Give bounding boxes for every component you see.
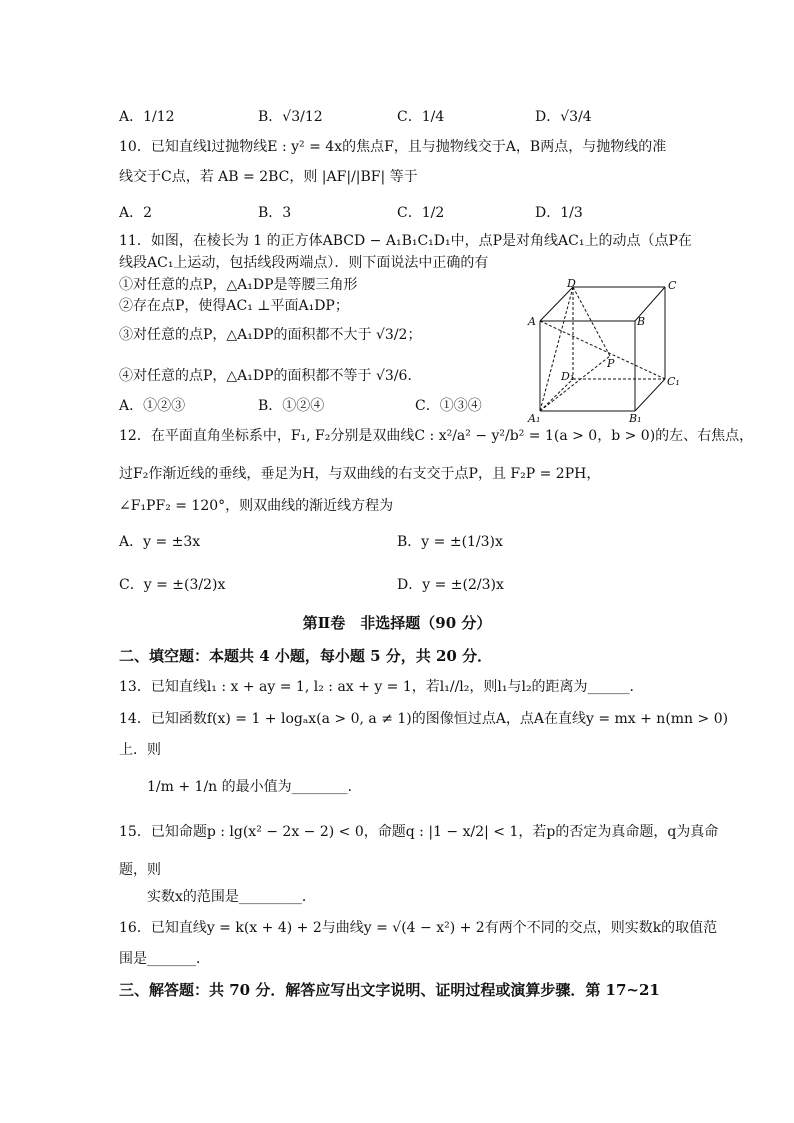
diagonal-AC1 <box>540 321 665 379</box>
q10-line2: 线交于C点，若 AB = 2BC，则 |AF|/|BF| 等于 <box>119 169 418 185</box>
q10-option-a: A．2 <box>119 205 153 221</box>
label-A1: A₁ <box>528 412 541 425</box>
q11-statement-1: ①对任意的点P，△A₁DP是等腰三角形 <box>119 277 358 293</box>
q11-statement-4: ④对任意的点P，△A₁DP的面积都不等于 √3/6． <box>119 368 422 384</box>
label-C: C <box>668 279 677 292</box>
q16-line2: 围是_______． <box>119 951 210 967</box>
q12-line3: ∠F₁PF₂ = 120°，则双曲线的渐近线方程为 <box>119 498 394 514</box>
q11-line1: 11．如图，在棱长为 1 的正方体ABCD − A₁B₁C₁D₁中，点P是对角线AC₁上的动点（点P在 <box>119 233 692 249</box>
label-P: P <box>607 357 615 370</box>
q14-line1: 14．已知函数f(x) = 1 + logₐx(a > 0, a ≠ 1)的图像恒过点A，点A在直线y = mx + n(mn > 0) <box>119 711 729 727</box>
q11-statement-3: ③对任意的点P，△A₁DP的面积都不大于 √3/2； <box>119 327 422 343</box>
q14-line2: 上．则 <box>119 742 161 758</box>
q11-line2: 线段AC₁上运动，包括线段两端点）．则下面说法中正确的有 <box>119 255 489 271</box>
q10-option-c: C．1/2 <box>397 205 445 221</box>
section2-heading: 二、填空题：本题共 4 小题，每小题 5 分，共 20 分． <box>119 647 493 665</box>
q9-option-a: A．1/12 <box>119 109 175 125</box>
cube-figure <box>525 276 690 426</box>
label-B: B <box>637 315 646 328</box>
q10-option-b: B．3 <box>258 205 292 221</box>
q15-line3: 实数x的范围是_________． <box>147 889 316 905</box>
q11-option-a: A．①②③ <box>119 398 186 414</box>
q16-line1: 16．已知直线y = k(x + 4) + 2与曲线y = √(4 − x²) + 2有两个不同的交点，则实数k的取值范 <box>119 920 718 936</box>
label-C1: C₁ <box>667 375 680 388</box>
q12-line2: 过F₂作渐近线的垂线，垂足为H，与双曲线的右支交于点P，且 F₂P = 2PH， <box>119 466 601 482</box>
label-D: D <box>567 277 576 290</box>
label-A: A <box>528 315 536 328</box>
q12-line1: 12．在平面直角坐标系中，F₁, F₂分别是双曲线C : x²/a² − y²/b² = 1(a > 0，b > 0)的左、右焦点， <box>119 428 754 444</box>
q12-option-a: A．y = ±3x <box>119 534 201 550</box>
q9-option-b: B．√3/12 <box>258 109 323 125</box>
section3-heading: 三、解答题：共 70 分．解答应写出文字说明、证明过程或演算步骤．第 17~21 <box>119 981 660 999</box>
q12-option-b: B．y = ±(1/3)x <box>397 534 503 550</box>
q14-line3: 1/m + 1/n 的最小值为________． <box>147 779 362 795</box>
q10-option-d: D．1/3 <box>535 205 583 221</box>
q15-line1: 15．已知命题p : lg(x² − 2x − 2) < 0，命题q : |1 − x/2| < 1，若p的否定为真命题，q为真命 <box>119 824 719 840</box>
edge-A1D1-hidden <box>540 379 573 411</box>
part2-title: 第Ⅱ卷 非选择题（90 分） <box>302 614 492 632</box>
q12-option-d: D．y = ±(2/3)x <box>397 577 504 593</box>
q11-option-c: C．①③④ <box>415 398 482 414</box>
q12-option-c: C．y = ±(3/2)x <box>119 577 226 593</box>
q9-option-d: D．√3/4 <box>535 109 592 125</box>
label-B1: B₁ <box>629 412 642 425</box>
q11-option-b: B．①②④ <box>258 398 325 414</box>
q11-statement-2: ②存在点P，使得AC₁ ⊥平面A₁DP； <box>119 298 349 314</box>
segment-A1P <box>540 356 610 411</box>
edge-B1C1 <box>635 379 665 411</box>
q9-option-c: C．1/4 <box>397 109 445 125</box>
label-D1: D₁ <box>561 370 575 383</box>
q10-line1: 10．已知直线l过抛物线E : y² = 4x的焦点F，且与抛物线交于A，B两点，与抛物线的准 <box>119 139 667 155</box>
q15-line2: 题，则 <box>119 862 161 878</box>
q13-text: 13．已知直线l₁ : x + ay = 1, l₂ : ax + y = 1，若l₁//l₂，则l₁与l₂的距离为______． <box>119 679 644 695</box>
segment-DA1 <box>540 287 573 411</box>
